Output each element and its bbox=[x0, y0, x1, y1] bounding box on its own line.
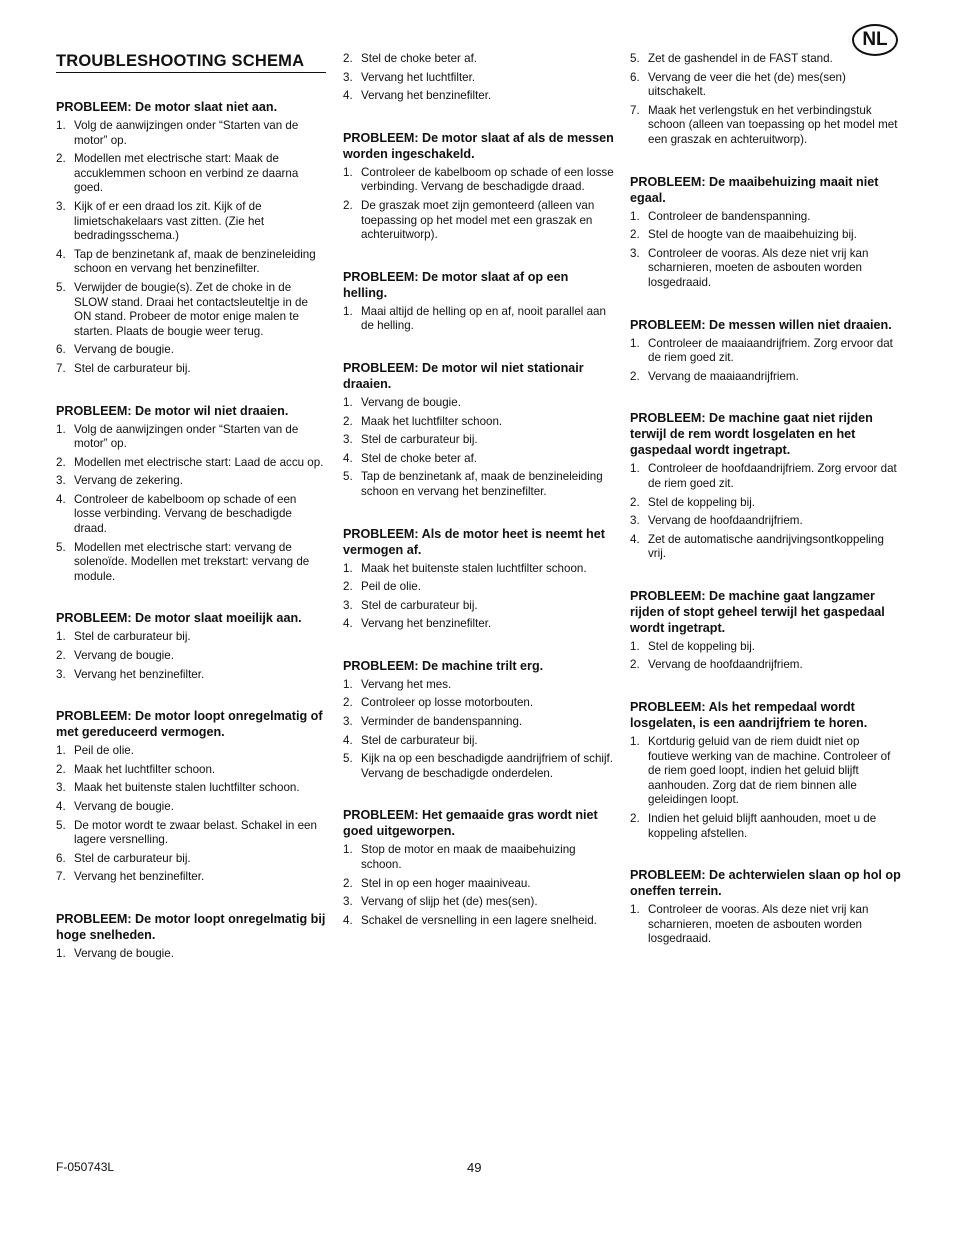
item-number: 2. bbox=[630, 495, 640, 509]
solution-item bbox=[343, 433, 615, 448]
solution-list bbox=[343, 562, 615, 632]
item-text: Maak het luchtfilter schoon. bbox=[361, 414, 503, 428]
solution-list bbox=[630, 640, 902, 673]
item-text: Vervang de bougie. bbox=[74, 800, 174, 813]
solution-item bbox=[630, 640, 902, 655]
problem-section bbox=[56, 708, 326, 885]
item-text: Vervang of slijp het (de) mes(sen). bbox=[361, 895, 538, 909]
item-number: 1. bbox=[630, 639, 640, 653]
problem-heading: PROBLEEM: De machine gaat langzamer rijden of stopt geheel terwijl het gaspedaal wordt ingetrapt. bbox=[630, 588, 885, 635]
item-number: 1. bbox=[56, 119, 66, 132]
item-text: Kortdurig geluid van de riem duidt niet op foutieve werking van de machine. Controleer of de riem goed loopt, indien het geluid blijft aanhouden. Zorg dat de riem binnen alle geleidingen loopt. bbox=[648, 735, 891, 807]
item-text: Maai altijd de helling op en af, nooit parallel aan de helling. bbox=[361, 304, 606, 333]
solution-list bbox=[343, 305, 615, 334]
problem-section bbox=[343, 807, 615, 928]
document-code: F-050743L bbox=[56, 1160, 115, 1174]
problem-heading: PROBLEEM: De motor loopt onregelmatig of met gereduceerd vermogen. bbox=[56, 709, 323, 740]
solution-item bbox=[343, 734, 615, 749]
solution-item bbox=[630, 658, 902, 673]
item-text: Vervang het benzinefilter. bbox=[361, 617, 492, 631]
solution-item bbox=[56, 781, 326, 796]
item-text: Tap de benzinetank af, maak de benzineleiding schoon en vervang het benzinefilter. bbox=[361, 470, 603, 498]
problem-heading: PROBLEEM: De motor slaat niet aan. bbox=[56, 100, 278, 114]
problem-heading: PROBLEEM: De machine gaat niet rijden terwijl de rem wordt losgelaten en het gaspedaal wordt ingetrapt. bbox=[630, 411, 873, 458]
item-number: 1. bbox=[343, 395, 353, 409]
solution-item bbox=[630, 337, 902, 366]
solution-list bbox=[630, 52, 902, 148]
item-text: Stel de hoogte van de maaibehuizing bij. bbox=[648, 228, 857, 242]
solution-item bbox=[56, 474, 326, 489]
item-number: 2. bbox=[56, 455, 66, 469]
item-text: Vervang het luchtfilter. bbox=[361, 70, 476, 84]
solution-item bbox=[343, 305, 615, 334]
solution-list bbox=[56, 423, 326, 585]
item-text: Vervang de bougie. bbox=[361, 395, 461, 409]
item-text: De graszak moet zijn gemonteerd (alleen van toepassing op het model met een graszak en achteruitworp). bbox=[361, 198, 595, 242]
item-text: Controleer de kabelboom op schade of een losse verbinding. Vervang de beschadigde draad. bbox=[361, 165, 614, 194]
solution-item bbox=[343, 752, 615, 781]
item-text: Vervang de bougie. bbox=[74, 946, 174, 960]
item-number: 2. bbox=[56, 152, 66, 166]
item-number: 1. bbox=[56, 946, 66, 960]
solution-item bbox=[343, 914, 615, 929]
item-text: Volg de aanwijzingen onder “Starten van de motor” op. bbox=[74, 119, 299, 147]
item-text: Volg de aanwijzingen onder “Starten van de motor” op. bbox=[74, 422, 299, 451]
item-text: Maak het buitenste stalen luchtfilter schoon. bbox=[74, 781, 300, 795]
item-text: Vervang de hoofdaandrijfriem. bbox=[648, 658, 803, 672]
item-number: 7. bbox=[630, 103, 640, 117]
solution-list bbox=[56, 630, 326, 682]
item-text: Stel de choke beter af. bbox=[361, 52, 478, 65]
solution-item bbox=[343, 895, 615, 910]
item-number: 3. bbox=[343, 715, 353, 729]
problem-section bbox=[630, 174, 902, 291]
solution-item bbox=[343, 89, 615, 104]
item-text: Kijk na op een beschadigde aandrijfriem of schijf. Vervang de beschadigde onderdelen. bbox=[361, 752, 613, 780]
item-text: Controleer de kabelboom op schade of een losse verbinding. Vervang de beschadigde draad. bbox=[74, 492, 297, 536]
item-number: 4. bbox=[343, 913, 353, 927]
solution-item bbox=[343, 415, 615, 430]
item-number: 7. bbox=[56, 361, 66, 375]
solution-item bbox=[343, 678, 615, 693]
item-number: 1. bbox=[343, 843, 353, 857]
problem-heading: PROBLEEM: Als het rempedaal wordt losgelaten, is een aandrijfriem te horen. bbox=[630, 700, 868, 731]
language-badge: NL bbox=[852, 24, 898, 56]
item-number: 3. bbox=[343, 598, 353, 612]
page-title: TROUBLESHOOTING SCHEMA bbox=[56, 52, 326, 73]
solution-item bbox=[56, 870, 326, 885]
item-text: Verminder de bandenspanning. bbox=[361, 715, 523, 729]
item-number: 2. bbox=[343, 580, 353, 594]
item-number: 5. bbox=[343, 470, 353, 484]
item-number: 3. bbox=[56, 474, 66, 488]
problem-section bbox=[343, 658, 615, 782]
solution-item bbox=[56, 119, 326, 148]
solution-item bbox=[56, 668, 326, 683]
item-number: 5. bbox=[343, 752, 353, 766]
item-number: 6. bbox=[630, 70, 640, 84]
item-number: 1. bbox=[630, 903, 640, 917]
item-text: Stel de koppeling bij. bbox=[648, 639, 755, 653]
solution-item bbox=[343, 715, 615, 730]
solution-item bbox=[56, 763, 326, 778]
column-2 bbox=[343, 52, 615, 954]
problem-heading: PROBLEEM: De messen willen niet draaien. bbox=[630, 317, 892, 332]
solution-item bbox=[343, 166, 615, 195]
item-number: 4. bbox=[343, 89, 353, 103]
item-number: 3. bbox=[343, 70, 353, 84]
solution-list bbox=[343, 843, 615, 928]
solution-item bbox=[343, 470, 615, 499]
solution-item bbox=[343, 452, 615, 467]
solution-item bbox=[56, 744, 326, 759]
solution-item bbox=[56, 281, 326, 339]
solution-item bbox=[56, 541, 326, 585]
item-number: 1. bbox=[630, 209, 640, 223]
solution-item bbox=[630, 228, 902, 243]
problem-section bbox=[343, 526, 615, 632]
problem-section bbox=[630, 867, 902, 947]
item-number: 2. bbox=[630, 658, 640, 672]
item-number: 5. bbox=[56, 540, 66, 554]
solution-item bbox=[56, 343, 326, 358]
item-number: 1. bbox=[630, 336, 640, 350]
item-number: 4. bbox=[56, 800, 66, 813]
item-text: Zet de gashendel in de FAST stand. bbox=[648, 52, 833, 65]
solution-item bbox=[56, 649, 326, 664]
problem-section bbox=[56, 911, 326, 962]
problem-heading: PROBLEEM: De motor slaat af als de messen worden ingeschakeld. bbox=[343, 130, 614, 161]
item-text: Kijk of er een draad los zit. Kijk of de limietschakelaars vast zitten. (Zie het bedradingsschema.) bbox=[74, 199, 265, 243]
item-number: 3. bbox=[630, 514, 640, 528]
page-number: 49 bbox=[467, 1160, 482, 1175]
solution-item bbox=[343, 562, 615, 577]
item-number: 6. bbox=[56, 343, 66, 357]
solution-item bbox=[343, 877, 615, 892]
item-text: Stel de koppeling bij. bbox=[648, 495, 755, 509]
item-number: 3. bbox=[56, 781, 66, 795]
problem-section bbox=[56, 610, 326, 682]
item-text: Maak het verlengstuk en het verbindingstuk schoon (alleen van toepassing op het model met een graszak en achteruitworp). bbox=[648, 103, 898, 146]
solution-list bbox=[630, 735, 902, 841]
item-text: Vervang de bougie. bbox=[74, 343, 174, 357]
problem-heading: PROBLEEM: Het gemaaide gras wordt niet goed uitgeworpen. bbox=[343, 808, 598, 839]
item-number: 1. bbox=[343, 165, 353, 179]
solution-item bbox=[343, 199, 615, 243]
item-text: Stel de carburateur bij. bbox=[361, 598, 478, 612]
solution-item bbox=[343, 396, 615, 411]
item-number: 2. bbox=[56, 649, 66, 663]
solution-item bbox=[630, 462, 902, 491]
item-number: 2. bbox=[630, 369, 640, 383]
item-number: 1. bbox=[56, 630, 66, 644]
item-text: Zet de automatische aandrijvingsontkoppeling vrij. bbox=[648, 532, 884, 561]
item-text: Vervang het benzinefilter. bbox=[74, 667, 205, 681]
item-number: 3. bbox=[630, 246, 640, 260]
problem-section bbox=[630, 588, 902, 673]
problem-heading: PROBLEEM: De achterwielen slaan op hol op oneffen terrein. bbox=[630, 868, 901, 899]
solution-item bbox=[630, 71, 902, 100]
solution-item bbox=[630, 52, 902, 67]
item-text: Modellen met electrische start: Maak de accuklemmen schoon en verbind ze daarna goed. bbox=[74, 152, 299, 195]
problem-section bbox=[343, 360, 615, 500]
item-text: Controleer de vooras. Als deze niet vrij kan scharnieren, moeten de asbouten worden losgedraaid. bbox=[648, 903, 869, 946]
item-number: 1. bbox=[56, 422, 66, 436]
problem-section bbox=[630, 52, 902, 148]
problem-section bbox=[56, 99, 326, 377]
solution-item bbox=[343, 843, 615, 872]
item-number: 3. bbox=[56, 199, 66, 213]
solution-list bbox=[343, 52, 615, 104]
solution-item bbox=[630, 247, 902, 291]
problem-section bbox=[343, 269, 615, 334]
solution-item bbox=[630, 903, 902, 947]
solution-list bbox=[56, 947, 326, 962]
item-text: Vervang het benzinefilter. bbox=[361, 89, 492, 103]
solution-item bbox=[56, 800, 326, 815]
problem-heading: PROBLEEM: De maaibehuizing maait niet egaal. bbox=[630, 174, 879, 205]
item-text: Schakel de versnelling in een lagere snelheid. bbox=[361, 913, 597, 927]
problem-heading: PROBLEEM: De machine trilt erg. bbox=[343, 658, 544, 673]
solution-item bbox=[56, 947, 326, 962]
solution-item bbox=[343, 580, 615, 595]
item-text: Vervang de veer die het (de) mes(sen) uitschakelt. bbox=[648, 70, 846, 99]
item-text: Verwijder de bougie(s). Zet de choke in de SLOW stand. Draai het contactsleuteltje in de ON stand. Probeer de motor enige malen te starten. Plaats de bougie weer terug. bbox=[74, 280, 308, 338]
solution-list bbox=[630, 903, 902, 947]
item-number: 2. bbox=[630, 812, 640, 826]
solution-item bbox=[630, 735, 902, 808]
item-number: 4. bbox=[343, 617, 353, 631]
problem-heading: PROBLEEM: De motor wil niet draaien. bbox=[56, 403, 289, 418]
item-text: Stop de motor en maak de maaibehuizing schoon. bbox=[361, 843, 576, 872]
item-text: Vervang de maaiaandrijfriem. bbox=[648, 369, 799, 383]
item-text: Stel de carburateur bij. bbox=[74, 361, 191, 375]
solution-list bbox=[56, 744, 326, 885]
item-text: Controleer de vooras. Als deze niet vrij kan scharnieren, moeten de asbouten worden losgedraaid. bbox=[648, 246, 869, 289]
item-text: Stel de choke beter af. bbox=[361, 451, 478, 465]
item-number: 1. bbox=[343, 304, 353, 318]
item-text: Vervang het benzinefilter. bbox=[74, 870, 205, 884]
problem-section bbox=[343, 130, 615, 243]
solution-item bbox=[56, 423, 326, 452]
item-text: Vervang de bougie. bbox=[74, 649, 174, 663]
solution-item bbox=[630, 370, 902, 385]
item-number: 6. bbox=[56, 851, 66, 865]
problem-section bbox=[630, 699, 902, 841]
solution-item bbox=[630, 104, 902, 148]
solution-item bbox=[56, 200, 326, 244]
solution-item bbox=[630, 496, 902, 511]
solution-item bbox=[630, 514, 902, 529]
item-text: Peil de olie. bbox=[74, 744, 134, 758]
solution-item bbox=[630, 533, 902, 562]
item-number: 2. bbox=[343, 876, 353, 890]
item-number: 1. bbox=[343, 677, 353, 691]
problem-heading: PROBLEEM: De motor wil niet stationair draaien. bbox=[343, 360, 584, 391]
item-text: Stel de carburateur bij. bbox=[361, 733, 478, 747]
item-number: 3. bbox=[56, 667, 66, 681]
solution-list bbox=[343, 678, 615, 782]
item-text: Stel in op een hoger maainiveau. bbox=[361, 876, 531, 890]
item-number: 2. bbox=[343, 414, 353, 428]
item-number: 2. bbox=[343, 52, 353, 65]
item-number: 1. bbox=[630, 462, 640, 476]
item-number: 2. bbox=[630, 228, 640, 242]
solution-list bbox=[56, 119, 326, 377]
problem-heading: PROBLEEM: De motor slaat af op een helling. bbox=[343, 269, 569, 300]
solution-item bbox=[343, 52, 615, 67]
problem-heading: PROBLEEM: Als de motor heet is neemt het vermogen af. bbox=[343, 526, 605, 557]
solution-list bbox=[343, 166, 615, 243]
item-number: 5. bbox=[56, 818, 66, 832]
item-number: 2. bbox=[56, 762, 66, 776]
column-3 bbox=[630, 52, 902, 973]
solution-item bbox=[56, 493, 326, 537]
problem-section bbox=[343, 52, 615, 104]
item-text: Controleer de hoofdaandrijfriem. Zorg ervoor dat de riem goed zit. bbox=[648, 462, 897, 490]
item-number: 3. bbox=[343, 433, 353, 447]
item-number: 4. bbox=[630, 532, 640, 546]
item-number: 1. bbox=[630, 735, 640, 749]
solution-item bbox=[56, 362, 326, 377]
solution-list bbox=[630, 337, 902, 385]
item-text: Peil de olie. bbox=[361, 580, 421, 594]
item-number: 4. bbox=[343, 451, 353, 465]
item-text: Vervang de zekering. bbox=[74, 474, 183, 488]
item-text: Controleer de maaiaandrijfriem. Zorg ervoor dat de riem goed zit. bbox=[648, 336, 893, 365]
problem-heading: PROBLEEM: De motor slaat moeilijk aan. bbox=[56, 611, 302, 626]
solution-item bbox=[343, 696, 615, 711]
solution-list bbox=[630, 210, 902, 291]
solution-item bbox=[56, 852, 326, 867]
column-1 bbox=[56, 52, 326, 988]
solution-list bbox=[630, 462, 902, 562]
item-number: 3. bbox=[343, 895, 353, 909]
item-text: Vervang het mes. bbox=[361, 677, 452, 691]
item-number: 4. bbox=[343, 733, 353, 747]
item-number: 1. bbox=[343, 561, 353, 575]
solution-item bbox=[630, 812, 902, 841]
item-number: 7. bbox=[56, 870, 66, 884]
item-text: Stel de carburateur bij. bbox=[74, 630, 191, 644]
item-number: 5. bbox=[630, 52, 640, 65]
solution-item bbox=[56, 248, 326, 277]
item-number: 4. bbox=[56, 247, 66, 261]
item-text: Maak het luchtfilter schoon. bbox=[74, 762, 216, 776]
solution-list bbox=[343, 396, 615, 500]
item-number: 2. bbox=[343, 696, 353, 710]
item-text: De motor wordt te zwaar belast. Schakel in een lagere versnelling. bbox=[74, 818, 317, 847]
solution-item bbox=[56, 152, 326, 196]
solution-item bbox=[343, 599, 615, 614]
item-text: Stel de carburateur bij. bbox=[361, 433, 478, 447]
item-text: Modellen met electrische start: Laad de accu op. bbox=[74, 455, 324, 469]
problem-section bbox=[56, 403, 326, 585]
problem-heading: PROBLEEM: De motor loopt onregelmatig bij hoge snelheden. bbox=[56, 911, 326, 942]
item-text: Vervang de hoofdaandrijfriem. bbox=[648, 514, 803, 528]
solution-item bbox=[56, 819, 326, 848]
solution-item bbox=[56, 456, 326, 471]
problem-section bbox=[630, 410, 902, 562]
solution-item bbox=[630, 210, 902, 225]
solution-item bbox=[343, 617, 615, 632]
item-text: Maak het buitenste stalen luchtfilter schoon. bbox=[361, 561, 587, 575]
item-text: Modellen met electrische start: vervang de solenoïde. Modellen met trekstart: vervang de module. bbox=[74, 540, 310, 583]
item-text: Indien het geluid blijft aanhouden, moet u de koppeling afstellen. bbox=[648, 812, 877, 840]
item-number: 5. bbox=[56, 280, 66, 294]
item-text: Tap de benzinetank af, maak de benzineleiding schoon en vervang het benzinefilter. bbox=[74, 247, 316, 276]
problem-section bbox=[630, 317, 902, 385]
item-text: Controleer op losse motorbouten. bbox=[361, 696, 534, 710]
item-number: 2. bbox=[343, 198, 353, 212]
item-text: Stel de carburateur bij. bbox=[74, 851, 191, 865]
item-number: 1. bbox=[56, 744, 66, 758]
solution-item bbox=[343, 71, 615, 86]
item-number: 4. bbox=[56, 492, 66, 506]
item-text: Controleer de bandenspanning. bbox=[648, 209, 811, 223]
solution-item bbox=[56, 630, 326, 645]
